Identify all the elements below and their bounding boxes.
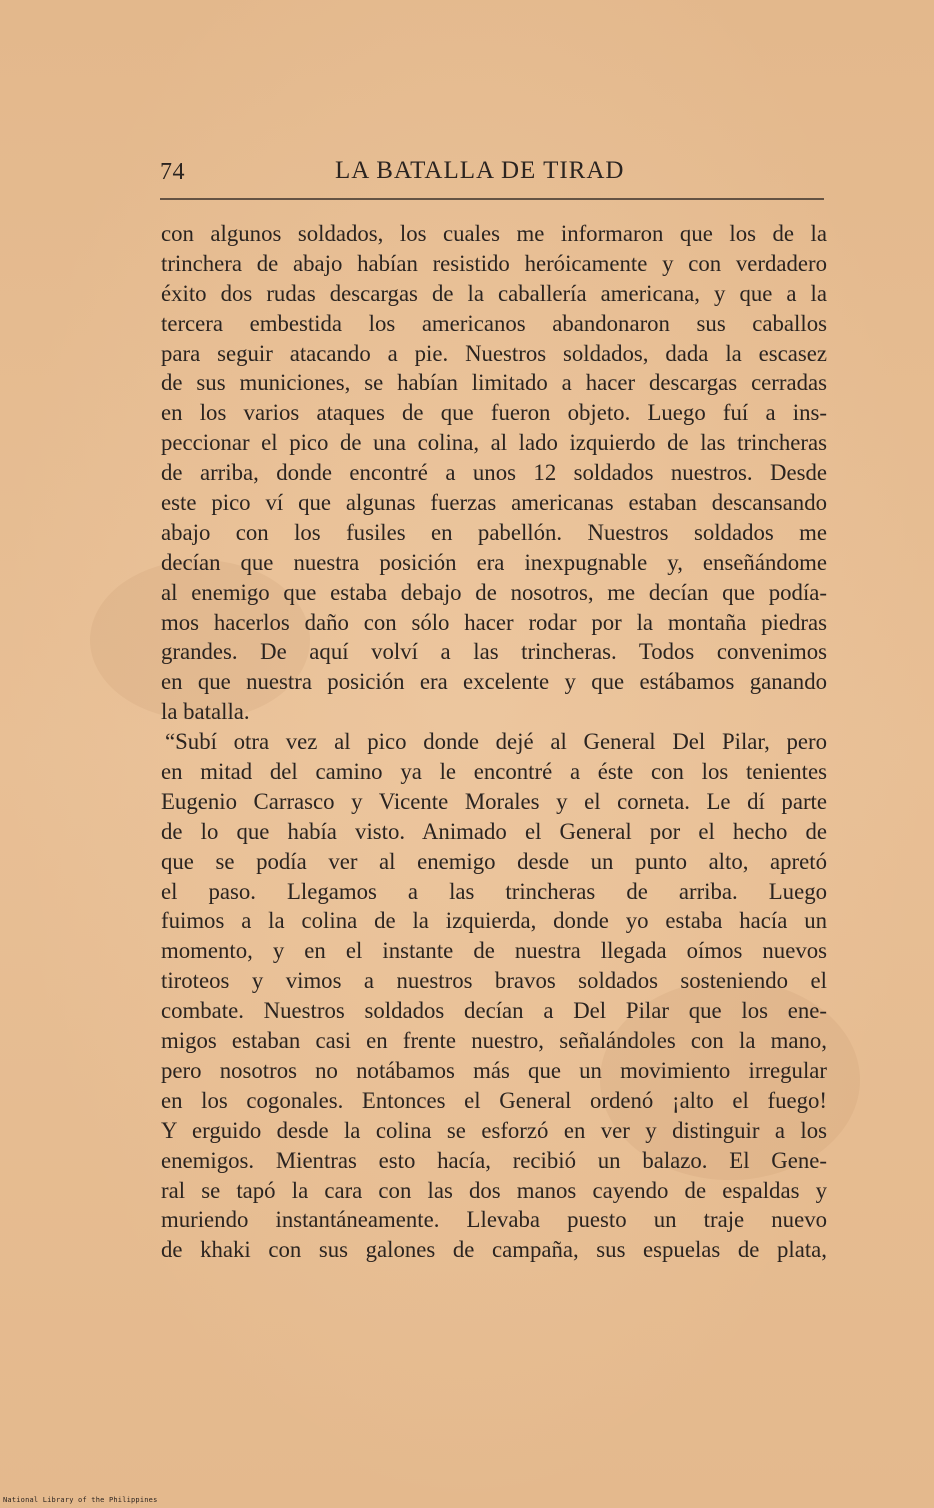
text-line: este pico ví que algunas fuerzas americanas estaban descansando (161, 490, 827, 516)
page-header (160, 155, 826, 191)
text-line: abajo con los fusiles en pabellón. Nuestros soldados me (161, 519, 827, 545)
text-line: fuimos a la colina de la izquierda, donde yo estaba hacía un (161, 908, 827, 934)
text-line: el paso. Llegamos a las trincheras de arriba. Luego (161, 878, 827, 904)
text-line: peccionar el pico de una colina, al lado izquierdo de las trincheras (161, 430, 827, 456)
text-line: que se podía ver al enemigo desde un punto alto, apretó (161, 848, 827, 874)
text-line: tercera embestida los americanos abandonaron sus caballos (161, 310, 827, 336)
text-line: momento, y en el instante de nuestra llegada oímos nuevos (161, 938, 827, 964)
page-number: 74 (160, 159, 185, 185)
text-line: éxito dos rudas descargas de la caballería americana, y que a la (161, 280, 827, 306)
text-line: trinchera de abajo habían resistido heróicamente y con verdadero (161, 250, 827, 276)
paragraph-end-line: la batalla. (161, 699, 250, 725)
text-line: grandes. De aquí volví a las trincheras. Todos convenimos (161, 639, 827, 665)
text-line: de sus municiones, se habían limitado a hacer descargas cerradas (161, 370, 827, 396)
text-line: mos hacerlos daño con sólo hacer rodar por la montaña piedras (161, 609, 827, 635)
header-rule (160, 198, 824, 200)
text-line: en mitad del camino ya le encontré a éste con los tenientes (161, 759, 827, 785)
text-line: de lo que había visto. Animado el General por el hecho de (161, 818, 827, 844)
text-line: con algunos soldados, los cuales me informaron que los de la (161, 221, 827, 246)
text-line: en que nuestra posición era excelente y que estábamos ganando (161, 669, 827, 695)
text-line: de khaki con sus galones de campaña, sus espuelas de plata, (161, 1237, 827, 1263)
text-line: pero nosotros no notábamos más que un movimiento irregular (161, 1057, 827, 1083)
body-text (161, 219, 827, 1265)
text-line: tiroteos y vimos a nuestros bravos soldados sosteniendo el (161, 968, 827, 994)
text-line: enemigos. Mientras esto hacía, recibió un balazo. El Gene- (161, 1147, 827, 1173)
text-line: al enemigo que estaba debajo de nosotros, me decían que podía- (161, 579, 827, 605)
text-line: Y erguido desde la colina se esforzó en ver y distinguir a los (161, 1117, 827, 1143)
text-line: ral se tapó la cara con las dos manos cayendo de espaldas y (161, 1177, 827, 1203)
text-line: decían que nuestra posición era inexpugnable y, enseñándome (161, 549, 827, 575)
paragraph-start-line: “Subí otra vez al pico donde dejé al General Del Pilar, pero (165, 729, 827, 755)
text-line: de arriba, donde encontré a unos 12 soldados nuestros. Desde (161, 460, 827, 486)
running-title: LA BATALLA DE TIRAD (335, 157, 625, 184)
text-line: muriendo instantáneamente. Llevaba puesto un traje nuevo (161, 1207, 827, 1233)
text-line: migos estaban casi en frente nuestro, señalándoles con la mano, (161, 1028, 827, 1054)
text-line: combate. Nuestros soldados decían a Del Pilar que los ene- (161, 998, 827, 1024)
text-line: en los cogonales. Entonces el General ordenó ¡alto el fuego! (161, 1087, 827, 1113)
text-line: en los varios ataques de que fueron objeto. Luego fuí a ins- (161, 400, 827, 426)
library-credit: National Library of the Philippines (3, 1496, 158, 1504)
text-line: Eugenio Carrasco y Vicente Morales y el corneta. Le dí parte (161, 788, 827, 814)
text-line: para seguir atacando a pie. Nuestros soldados, dada la escasez (161, 340, 827, 366)
